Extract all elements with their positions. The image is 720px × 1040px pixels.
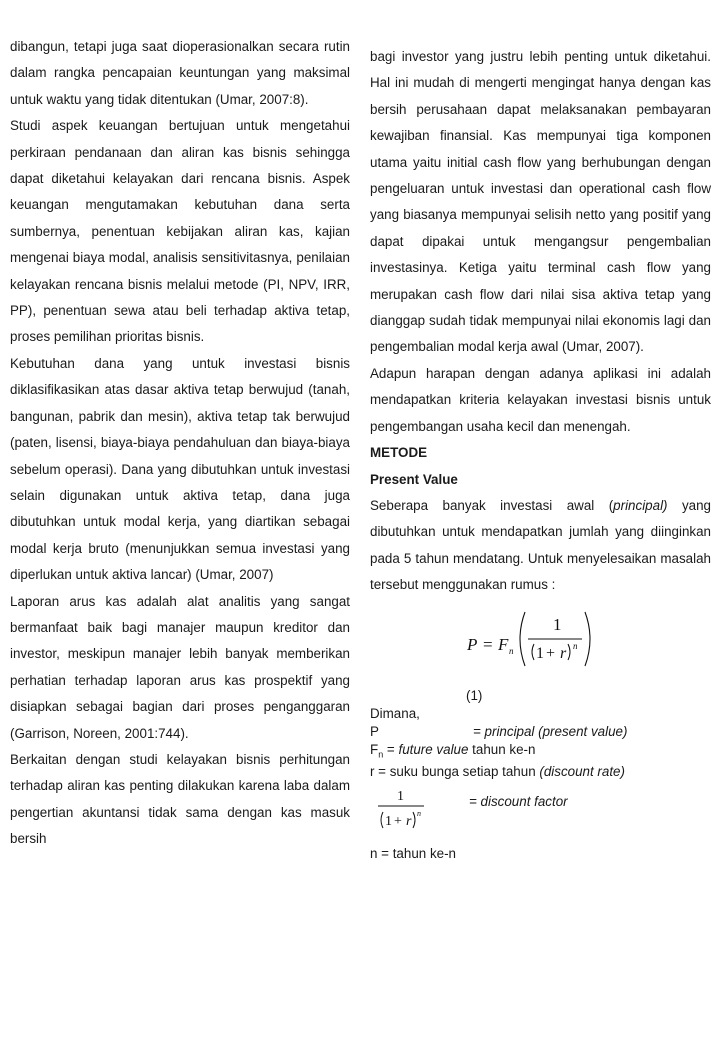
def-f-subscript: n [378,749,384,760]
paragraph-present-value [370,493,711,599]
formula-p: P [467,634,478,654]
formula-right-paren [585,612,590,666]
paragraph-application-goal: Adapun harapan dengan adanya aplikasi ini adalah mendapatkan kriteria kelayakan investasi bisnis untuk pengembangan usaha kecil dan menengah. [370,365,711,434]
equation-number: (1) [466,687,483,703]
def-p-symbol: P [370,723,379,739]
def-f [370,741,711,764]
pv-text-start: Seberapa banyak investasi awal ( [370,497,614,513]
formula-equals: = [483,634,493,654]
subsection-heading-present-value: Present Value [370,471,458,487]
def-r-text: r = suku bunga setiap tahun [370,764,540,780]
def-f-rest: tahun ke-n [468,741,536,757]
formula-left-paren [520,612,525,666]
def-n: n = tahun ke-n [370,846,456,862]
pv-text-principal: principal) [613,497,668,513]
df-label: = discount factor [469,794,568,810]
formula-numerator: 1 [553,614,562,634]
formula-den-exp: n [573,640,578,651]
formula-den-r: r [560,644,567,662]
formula-definitions [370,687,711,782]
pv-text-end: yang dibutuhkan untuk mendapatkan jumlah yang diinginkan pada 5 tahun mendatang. Untuk menyelesaikan masalah tersebut menggunakan rumus : [370,497,711,593]
df-right-paren [413,812,415,828]
paragraph-investment-funds: Kebutuhan dana yang untuk investasi bisnis diklasifikasikan atas dasar aktiva tetap berwujud (tanah, bangunan, pabrik dan mesin), aktiva tetap tak berwujud (paten, lisensi, biaya-biaya pendahuluan dan biaya-biaya sebelum operasi). Dana yang dibutuhkan untuk investasi selain digunakan untuk aktiva tetap, dana juga dibutuhkan untuk modal kerja, yang diartikan sebagai modal kerja bruto (menunjukkan semua investasi yang diperlukan untuk aktiva lancar) (Umar, 2007) [10,355,350,583]
df-left-paren [381,812,383,828]
formula-den-left-paren [532,644,534,660]
df-den-one: 1 [385,814,392,830]
def-r [370,763,711,781]
paragraph-financial-aspect: Studi aspek keuangan bertujuan untuk mengetahui perkiraan pendanaan dan aliran kas bisnis sehingga dapat diketahui kelayakan dari rencana bisnis. Aspek keuangan mengutamakan kebutuhan dana serta sumbernya, penentuan kebijakan aliran kas, kajian mengenai biaya modal, analisis sensitivitasnya, penilaian kelayakan rencana bisnis melalui metode (PI, NPV, IRR, PP), penentuan sewa atau beli terhadap aktiva tetap, proses pemilihan prioritas bisnis. [10,118,350,345]
left-column [10,34,350,853]
formula-den-plus: + [546,644,556,662]
dimana-label: Dimana, [370,705,420,721]
section-heading-metode: METODE [370,445,428,461]
def-p [370,723,711,741]
df-den-r: r [406,814,412,830]
def-f-equals: = [383,741,399,757]
formula-den-one: 1 [536,644,544,662]
discount-factor-block [370,781,711,839]
def-r-italic: (discount rate) [539,764,625,780]
paragraph-feasibility-cash-flow: Berkaitan dengan studi kelayakan bisnis perhitungan terhadap aliran kas penting dilakukan karena laba dalam pengertian akuntansi tidak sama dengan kas masuk bersih [10,751,350,847]
paragraph-intro-continuation: dibangun, tetapi juga saat dioperasionalkan secara rutin dalam rangka pencapaian keuntungan yang maksimal untuk waktu yang tidak ditentukan (Umar, 2007:8). [10,39,350,107]
right-column [370,44,711,863]
df-den-plus: + [394,814,402,830]
formula-f: F [498,634,509,654]
paragraph-cash-flow-report: Laporan arus kas adalah alat analitis yang sangat bermanfaat baik bagi manajer maupun kreditor dan investor, meskipun manajer lebih banyak memberikan perhatian terhadap laporan arus kas prospektif yang disiapkan sebagai bagian dari proses penganggaran (Garrison, Noreen, 2001:744). [10,593,350,741]
formula-den-right-paren [568,644,570,660]
def-f-future-value: future value [398,741,469,757]
def-f-symbol: F [370,741,379,757]
df-exp: n [417,809,421,819]
paragraph-cash-components: bagi investor yang justru lebih penting untuk diketahui. Hal ini mudah di mengerti mengingat hanya dengan kas bersih perusahaan dapat melaksanakan pembayaran kewajiban finansial. Kas mempunyai tiga komponen utama yaitu initial cash flow yang berhubungan dengan pengeluaran untuk investasi dan operational cash flow yang biasanya mempunyai selisih netto yang positif yang dapat dipakai untuk mengangsur pengembalian investasinya. Ketiga yaitu terminal cash flow yang merupakan cash flow dari nilai sisa aktiva tetap yang dianggap sudah tidak mempunyai nilai ekonomis lagi dan pengembalian modal kerja awal (Umar, 2007). [370,49,711,355]
df-numerator: 1 [397,789,404,805]
def-p-text: = principal (present value) [473,723,628,739]
formula-f-subscript: n [509,645,514,656]
present-value-formula [370,599,711,687]
